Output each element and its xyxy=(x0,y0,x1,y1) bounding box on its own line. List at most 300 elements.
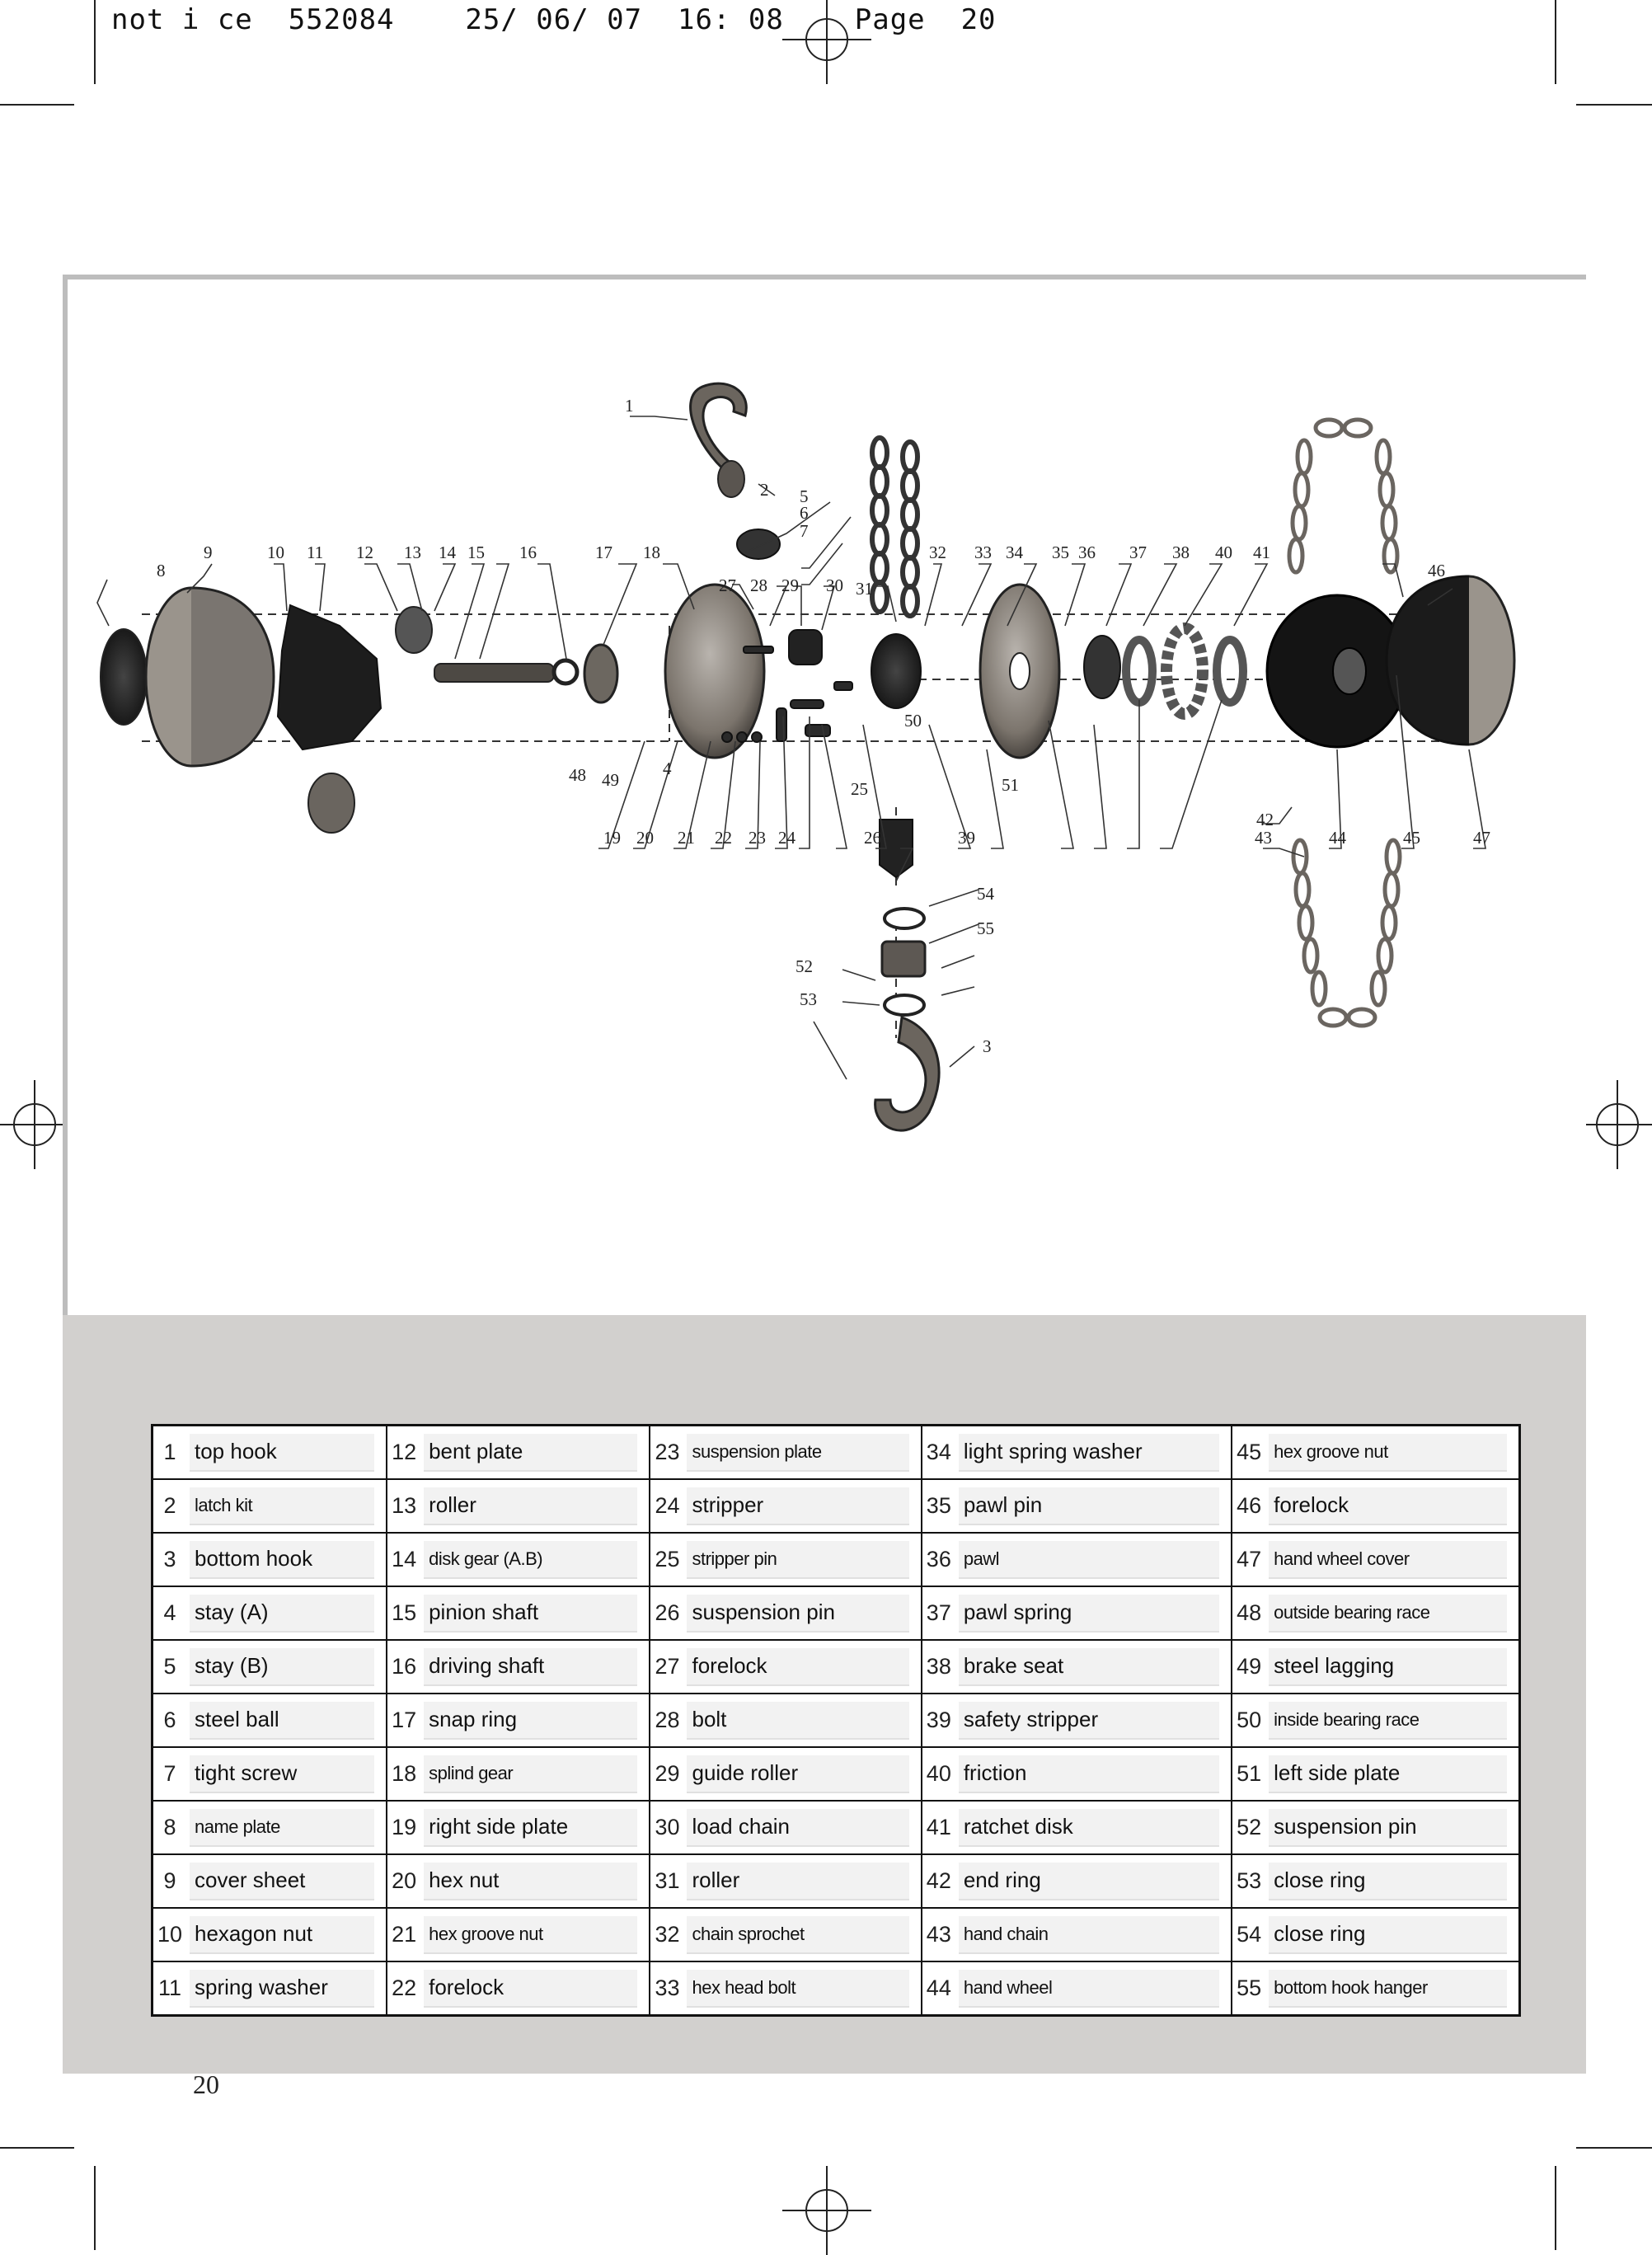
callout: 45 xyxy=(1403,828,1420,848)
part-number: 22 xyxy=(392,1975,417,2000)
callout: 43 xyxy=(1255,828,1272,848)
part-entry xyxy=(387,1587,649,1639)
chain-hoist-drawing xyxy=(68,280,1586,1315)
part-cell xyxy=(1232,1854,1519,1908)
part-number: 40 xyxy=(926,1761,951,1786)
part-cell xyxy=(153,1961,387,2016)
crop-mark xyxy=(1555,2166,1556,2250)
part-name: brake seat xyxy=(959,1648,1219,1686)
callout: 51 xyxy=(1002,775,1019,795)
part-name: left side plate xyxy=(1269,1755,1507,1793)
part-cell xyxy=(1232,1640,1519,1694)
callout: 9 xyxy=(204,543,213,562)
part-entry xyxy=(153,1802,386,1853)
part-entry xyxy=(922,1909,1231,1961)
left-side-plate-shape xyxy=(980,585,1059,758)
top-hook-shape xyxy=(691,383,747,497)
part-name: suspension pin xyxy=(687,1595,908,1633)
callout: 42 xyxy=(1256,810,1274,829)
part-number: 51 xyxy=(1237,1761,1262,1786)
part-name: stay (B) xyxy=(190,1648,374,1686)
callout: 8 xyxy=(157,561,166,580)
part-entry xyxy=(650,1694,920,1746)
callout: 32 xyxy=(929,543,946,562)
part-entry xyxy=(650,1962,920,2014)
part-cell xyxy=(922,1479,1232,1533)
part-name: chain sprochet xyxy=(687,1916,908,1954)
part-number: 42 xyxy=(926,1868,951,1893)
part-cell xyxy=(650,1801,921,1854)
callout: 1 xyxy=(625,396,634,416)
part-name: snap ring xyxy=(424,1702,637,1740)
callout: 6 xyxy=(800,503,809,523)
part-name: suspension plate xyxy=(687,1434,908,1472)
part-entry xyxy=(1232,1855,1518,1907)
part-entry xyxy=(153,1641,386,1693)
callout: 23 xyxy=(749,828,766,848)
part-number: 7 xyxy=(163,1761,176,1786)
part-name: pawl spring xyxy=(959,1595,1219,1633)
callout: 12 xyxy=(356,543,373,562)
part-entry xyxy=(922,1748,1231,1800)
crop-mark xyxy=(94,2166,96,2250)
part-entry xyxy=(922,1426,1231,1478)
callout: 54 xyxy=(977,884,994,904)
part-name: hex groove nut xyxy=(424,1916,637,1954)
callout: 16 xyxy=(519,543,537,562)
part-entry xyxy=(387,1962,649,2014)
part-cell xyxy=(153,1801,387,1854)
table-row xyxy=(153,1801,1520,1854)
part-name: hex groove nut xyxy=(1269,1434,1507,1472)
callout: 53 xyxy=(800,989,817,1009)
callout: 52 xyxy=(795,956,813,976)
part-name: disk gear (A.B) xyxy=(424,1541,637,1579)
part-name: suspension pin xyxy=(1269,1809,1507,1847)
part-entry xyxy=(650,1480,920,1532)
registration-mark-bottom xyxy=(805,2189,848,2232)
slug-date: 25/ 06/ 07 16: 08 xyxy=(465,3,784,36)
splined-gear-shape xyxy=(584,645,617,702)
part-name: outside bearing race xyxy=(1269,1595,1507,1633)
chain-sprocket-shape xyxy=(871,634,921,708)
part-number: 14 xyxy=(392,1547,417,1571)
part-number: 45 xyxy=(1237,1440,1262,1464)
part-entry xyxy=(650,1641,920,1693)
part-name: stripper pin xyxy=(687,1541,908,1579)
part-entry xyxy=(1232,1909,1518,1961)
exploded-diagram xyxy=(63,275,1586,1315)
callout: 49 xyxy=(602,770,619,790)
callout: 2 xyxy=(760,480,769,500)
table-row xyxy=(153,1586,1520,1640)
part-name: bottom hook xyxy=(190,1541,374,1579)
table-row xyxy=(153,1694,1520,1747)
callout: 5 xyxy=(800,486,809,506)
part-entry xyxy=(153,1855,386,1907)
callout: 26 xyxy=(864,828,881,848)
part-number: 17 xyxy=(392,1708,417,1732)
callout: 44 xyxy=(1329,828,1346,848)
part-number: 34 xyxy=(926,1440,951,1464)
part-number: 36 xyxy=(926,1547,951,1571)
crop-mark xyxy=(1555,0,1556,84)
part-number: 12 xyxy=(392,1440,417,1464)
part-entry xyxy=(153,1748,386,1800)
part-entry xyxy=(1232,1587,1518,1639)
part-number: 25 xyxy=(655,1547,680,1571)
parts-list-table xyxy=(151,1424,1521,2017)
table-row xyxy=(153,1426,1520,1480)
part-cell xyxy=(1232,1586,1519,1640)
part-name: load chain xyxy=(687,1809,908,1847)
part-cell xyxy=(650,1908,921,1961)
part-name: forelock xyxy=(687,1648,908,1686)
part-name: spring washer xyxy=(190,1970,374,2008)
callout: 30 xyxy=(826,575,843,595)
snap-ring-shape xyxy=(554,660,577,684)
part-name: light spring washer xyxy=(959,1434,1219,1472)
part-name: hex head bolt xyxy=(687,1970,908,2008)
part-name: bottom hook hanger xyxy=(1269,1970,1507,2008)
part-entry xyxy=(387,1802,649,1853)
part-entry xyxy=(387,1909,649,1961)
callout: 10 xyxy=(267,543,284,562)
part-cell xyxy=(387,1479,650,1533)
part-cell xyxy=(922,1908,1232,1961)
part-name: roller xyxy=(424,1487,637,1525)
part-entry xyxy=(650,1587,920,1639)
ratchet-disk-shape xyxy=(1166,628,1203,714)
part-name: close ring xyxy=(1269,1916,1507,1954)
part-cell xyxy=(1232,1961,1519,2016)
crop-mark xyxy=(1576,2147,1652,2149)
part-name: driving shaft xyxy=(424,1648,637,1686)
part-number: 30 xyxy=(655,1815,680,1839)
callout: 20 xyxy=(636,828,654,848)
part-number: 20 xyxy=(392,1868,417,1893)
callout: 28 xyxy=(750,575,767,595)
registration-mark-right xyxy=(1596,1103,1639,1146)
part-name: hexagon nut xyxy=(190,1916,374,1954)
part-cell xyxy=(650,1854,921,1908)
part-entry xyxy=(387,1641,649,1693)
brake-seat-shape xyxy=(1084,636,1120,698)
callout: 41 xyxy=(1253,543,1270,562)
part-number: 44 xyxy=(926,1975,951,2000)
part-cell xyxy=(153,1854,387,1908)
table-row xyxy=(153,1961,1520,2016)
part-number: 43 xyxy=(926,1922,951,1947)
part-cell xyxy=(650,1694,921,1747)
part-number: 54 xyxy=(1237,1922,1262,1947)
part-number: 6 xyxy=(163,1708,176,1732)
callout: 17 xyxy=(595,543,612,562)
part-entry xyxy=(650,1909,920,1961)
part-entry xyxy=(1232,1534,1518,1586)
part-cell xyxy=(922,1694,1232,1747)
callout: 13 xyxy=(404,543,421,562)
print-slug xyxy=(111,3,997,36)
table-row xyxy=(153,1747,1520,1801)
callout: 25 xyxy=(851,779,868,799)
part-number: 46 xyxy=(1237,1493,1262,1518)
part-number: 32 xyxy=(655,1922,680,1947)
part-cell xyxy=(922,1426,1232,1480)
right-side-plate-shape xyxy=(665,585,764,758)
part-entry xyxy=(922,1587,1231,1639)
part-entry xyxy=(1232,1480,1518,1532)
part-name: steel ball xyxy=(190,1702,374,1740)
cover-sheet-shape xyxy=(146,588,274,766)
part-name: inside bearing race xyxy=(1269,1702,1507,1740)
callout: 27 xyxy=(719,575,736,595)
part-number: 2 xyxy=(163,1493,176,1518)
driving-shaft-shape xyxy=(434,664,554,682)
part-name: hand wheel xyxy=(959,1970,1219,2008)
part-entry xyxy=(650,1534,920,1586)
part-name: friction xyxy=(959,1755,1219,1793)
part-cell xyxy=(387,1801,650,1854)
part-number: 11 xyxy=(157,1975,182,2000)
part-name: latch kit xyxy=(190,1487,374,1525)
part-entry xyxy=(387,1694,649,1746)
part-entry xyxy=(922,1694,1231,1746)
crop-mark xyxy=(1576,104,1652,106)
callout: 55 xyxy=(977,918,994,938)
part-entry xyxy=(387,1748,649,1800)
crop-mark xyxy=(0,104,74,106)
bent-plate-shape xyxy=(278,605,381,749)
hand-wheel-cover-shape xyxy=(1387,576,1514,745)
part-cell xyxy=(650,1586,921,1640)
part-cell xyxy=(153,1533,387,1586)
part-entry xyxy=(153,1534,386,1586)
part-number: 13 xyxy=(392,1493,417,1518)
registration-mark-left xyxy=(13,1103,56,1146)
callout: 18 xyxy=(643,543,660,562)
callout: 50 xyxy=(904,711,922,731)
callout: 33 xyxy=(974,543,992,562)
part-entry xyxy=(153,1694,386,1746)
part-cell xyxy=(387,1747,650,1801)
part-number: 9 xyxy=(163,1868,176,1893)
parts-list-body xyxy=(153,1426,1520,2016)
part-cell xyxy=(1232,1533,1519,1586)
part-name: hand wheel cover xyxy=(1269,1541,1507,1579)
part-number: 26 xyxy=(655,1600,680,1625)
part-entry xyxy=(387,1534,649,1586)
part-number: 18 xyxy=(392,1761,417,1786)
part-number: 4 xyxy=(163,1600,176,1625)
friction-shape xyxy=(1126,640,1243,702)
part-cell xyxy=(153,1586,387,1640)
part-number: 38 xyxy=(926,1654,951,1679)
part-cell xyxy=(922,1854,1232,1908)
part-name: bent plate xyxy=(424,1434,637,1472)
table-row xyxy=(153,1479,1520,1533)
callout: 29 xyxy=(781,575,799,595)
part-cell xyxy=(650,1533,921,1586)
part-cell xyxy=(387,1961,650,2016)
part-name: hand chain xyxy=(959,1916,1219,1954)
part-name: top hook xyxy=(190,1434,374,1472)
part-cell xyxy=(153,1694,387,1747)
part-cell xyxy=(922,1533,1232,1586)
callout: 15 xyxy=(467,543,485,562)
part-number: 39 xyxy=(926,1708,951,1732)
part-name: name plate xyxy=(190,1809,374,1847)
part-cell xyxy=(650,1747,921,1801)
part-cell xyxy=(650,1426,921,1480)
part-number: 24 xyxy=(655,1493,680,1518)
part-name: bolt xyxy=(687,1702,908,1740)
part-cell xyxy=(1232,1694,1519,1747)
callout: 36 xyxy=(1078,543,1096,562)
part-cell xyxy=(387,1640,650,1694)
part-cell xyxy=(153,1640,387,1694)
callout: 35 xyxy=(1052,543,1069,562)
part-number: 37 xyxy=(926,1600,951,1625)
part-name: end ring xyxy=(959,1863,1219,1900)
callout: 46 xyxy=(1428,561,1445,580)
part-entry xyxy=(1232,1641,1518,1693)
part-number: 53 xyxy=(1237,1868,1262,1893)
part-name: guide roller xyxy=(687,1755,908,1793)
part-name: forelock xyxy=(1269,1487,1507,1525)
part-name: pawl xyxy=(959,1541,1219,1579)
part-cell xyxy=(922,1747,1232,1801)
part-entry xyxy=(922,1480,1231,1532)
callout: 40 xyxy=(1215,543,1232,562)
part-cell xyxy=(650,1479,921,1533)
callout: 19 xyxy=(603,828,621,848)
table-row xyxy=(153,1640,1520,1694)
crop-mark xyxy=(0,2147,74,2149)
part-entry xyxy=(650,1426,920,1478)
part-cell xyxy=(650,1961,921,2016)
part-entry xyxy=(387,1855,649,1907)
callout: 4 xyxy=(663,759,672,778)
part-name: ratchet disk xyxy=(959,1809,1219,1847)
load-chain-shape xyxy=(872,438,918,616)
callout: 31 xyxy=(856,579,873,599)
part-cell xyxy=(387,1694,650,1747)
callout: 24 xyxy=(778,828,795,848)
part-name: close ring xyxy=(1269,1863,1507,1900)
part-name: right side plate xyxy=(424,1809,637,1847)
part-name: pawl pin xyxy=(959,1487,1219,1525)
part-number: 5 xyxy=(163,1654,176,1679)
part-number: 35 xyxy=(926,1493,951,1518)
part-cell xyxy=(153,1426,387,1480)
callout: 34 xyxy=(1006,543,1023,562)
part-entry xyxy=(1232,1694,1518,1746)
part-number: 49 xyxy=(1237,1654,1262,1679)
part-number: 29 xyxy=(655,1761,680,1786)
part-number: 16 xyxy=(392,1654,417,1679)
part-number: 33 xyxy=(655,1975,680,2000)
callout: 21 xyxy=(678,828,695,848)
part-cell xyxy=(922,1640,1232,1694)
part-cell xyxy=(387,1533,650,1586)
part-cell xyxy=(1232,1908,1519,1961)
part-entry xyxy=(922,1534,1231,1586)
part-cell xyxy=(387,1426,650,1480)
registration-mark-top xyxy=(805,18,848,61)
part-number: 19 xyxy=(392,1815,417,1839)
part-number: 31 xyxy=(655,1868,680,1893)
part-cell xyxy=(1232,1801,1519,1854)
crop-mark xyxy=(94,0,96,84)
callout: 11 xyxy=(307,543,324,562)
part-name: forelock xyxy=(424,1970,637,2008)
part-entry xyxy=(1232,1802,1518,1853)
part-name: hex nut xyxy=(424,1863,637,1900)
part-number: 10 xyxy=(157,1922,183,1947)
page-number: 20 xyxy=(193,2069,219,2099)
part-number: 3 xyxy=(163,1547,176,1571)
part-number: 8 xyxy=(163,1815,176,1839)
slug-page: Page 20 xyxy=(854,3,997,36)
part-cell xyxy=(153,1479,387,1533)
callout: 7 xyxy=(800,521,809,541)
part-number: 1 xyxy=(163,1440,176,1464)
callout: 37 xyxy=(1129,543,1147,562)
part-entry xyxy=(1232,1962,1518,2014)
part-number: 21 xyxy=(392,1922,417,1947)
part-number: 28 xyxy=(655,1708,680,1732)
part-entry xyxy=(922,1802,1231,1853)
part-name: pinion shaft xyxy=(424,1595,637,1633)
part-name: roller xyxy=(687,1863,908,1900)
callout: 47 xyxy=(1473,828,1490,848)
part-cell xyxy=(650,1640,921,1694)
part-number: 50 xyxy=(1237,1708,1262,1732)
part-cell xyxy=(153,1747,387,1801)
part-cell xyxy=(387,1908,650,1961)
part-cell xyxy=(153,1908,387,1961)
slug-file: not i ce 552084 xyxy=(111,3,395,36)
callout: 38 xyxy=(1172,543,1190,562)
part-cell xyxy=(1232,1747,1519,1801)
callout: 3 xyxy=(983,1036,992,1056)
part-name: steel lagging xyxy=(1269,1648,1507,1686)
part-entry xyxy=(922,1641,1231,1693)
part-entry xyxy=(153,1962,386,2014)
part-entry xyxy=(1232,1426,1518,1478)
part-name: stripper xyxy=(687,1487,908,1525)
part-entry xyxy=(153,1909,386,1961)
guide-roller-shape xyxy=(789,630,822,665)
callout: 22 xyxy=(715,828,732,848)
part-entry xyxy=(650,1855,920,1907)
table-row xyxy=(153,1533,1520,1586)
name-plate-shape xyxy=(101,629,147,725)
part-cell xyxy=(1232,1426,1519,1480)
part-name: splind gear xyxy=(424,1755,637,1793)
part-name: cover sheet xyxy=(190,1863,374,1900)
part-name: safety stripper xyxy=(959,1702,1219,1740)
part-cell xyxy=(1232,1479,1519,1533)
part-number: 23 xyxy=(655,1440,680,1464)
table-row xyxy=(153,1854,1520,1908)
callout: 39 xyxy=(958,828,975,848)
part-entry xyxy=(387,1480,649,1532)
table-row xyxy=(153,1908,1520,1961)
part-entry xyxy=(922,1855,1231,1907)
part-entry xyxy=(387,1426,649,1478)
